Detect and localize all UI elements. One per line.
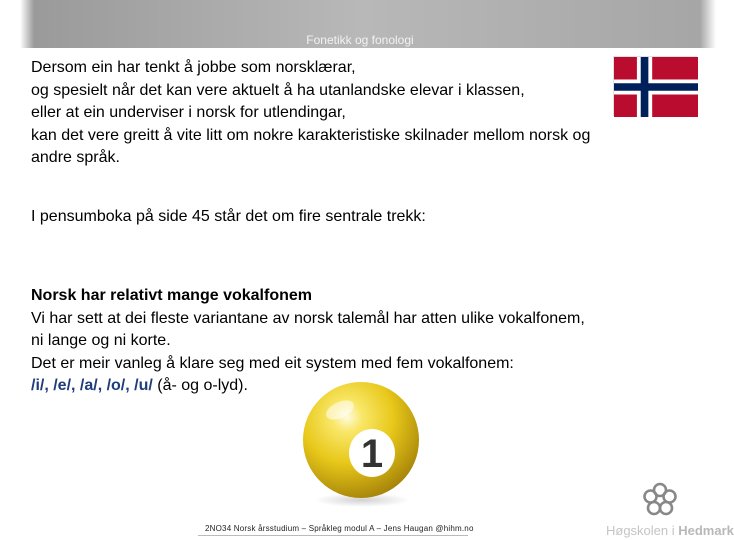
intro-paragraph [31,57,671,170]
footer-divider [198,535,468,536]
section-line: ni lange og ni korte. [31,332,171,349]
reference-paragraph [31,206,671,229]
vowel-list: /i/, /e/, /a/, /o/, /u/ [31,377,153,394]
slide-header-title: Fonetikk og fonologi [306,33,414,47]
intro-line: andre språk. [31,149,120,166]
logo-text-bold: Hedmark [678,523,734,538]
footer-course-info: 2NO34 Norsk årsstudium – Språkleg modul A – Jens Haugan @hihm.no [205,524,474,533]
header-bar [0,0,720,48]
flower-logo-icon [642,482,678,518]
intro-line: og spesielt når det kan vere aktuelt å ha utanlandske elevar i klassen, [31,81,525,99]
logo-text-light: Høgskolen i [606,523,679,538]
ball-number: 1 [360,432,384,476]
section-heading: Norsk har relativt mange vokalfonem [31,287,312,304]
intro-line: kan det vere greitt å vite litt om nokre karakteristiske skilnader mellom norsk og [31,126,591,144]
reference-line: I pensumboka på side 45 står det om fire sentrale trekk: [31,208,426,225]
section-line: Vi har sett at dei fleste variantane av norsk talemål har atten ulike vokalfonem, [31,309,585,327]
section-line: Det er meir vanleg å klare seg med eit system med fem vokalfonem: [31,354,514,372]
vowel-note: (å- og o-lyd). [152,377,248,394]
number-ball-image [296,378,426,508]
intro-line: eller at ein underviser i norsk for utlendingar, [31,104,346,121]
intro-line: Dersom ein har tenkt å jobbe som norsklærar, [31,59,356,76]
college-logo-text [606,523,734,538]
